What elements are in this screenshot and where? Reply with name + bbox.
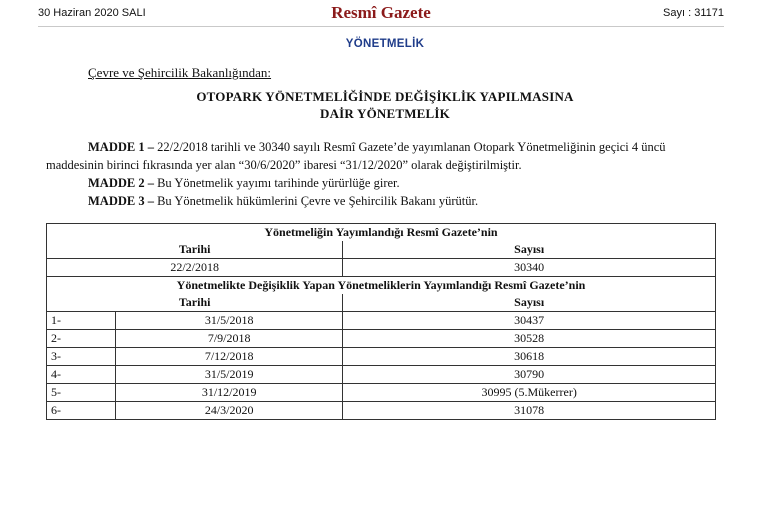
- gazette-title: Resmî Gazete: [331, 3, 431, 22]
- section2-title: Yönetmelikte Değişiklik Yapan Yönetmeliklerin Yayımlandığı Resmî Gazete’nin: [47, 277, 716, 295]
- regulation-title-line2: DAİR YÖNETMELİK: [319, 106, 450, 121]
- original-number: 30340: [343, 259, 716, 277]
- row-date: 31/5/2019: [116, 366, 343, 384]
- row-number: 31078: [343, 402, 716, 420]
- table-column-header: [47, 294, 716, 312]
- regulation-title-line1: OTOPARK YÖNETMELİĞİNDE DEĞİŞİKLİK YAPILMASINA: [196, 89, 574, 104]
- table-row: [47, 312, 716, 330]
- article-1-text: 22/2/2018 tarihli ve 30340 sayılı Resmî Gazete’de yayımlanan Otopark Yönetmeliğinin geçici 4 üncü maddesinin birinci fıkrasında yer alan “30/6/2020” ibaresi “31/12/2020” olarak değiştirilmiştir.: [46, 140, 666, 172]
- article-2-label: MADDE 2 –: [88, 176, 154, 190]
- article-1-label: MADDE 1 –: [88, 140, 154, 154]
- article-1: [46, 138, 722, 174]
- row-date: 31/12/2019: [116, 384, 343, 402]
- row-index: 3-: [47, 348, 116, 366]
- article-3: [46, 192, 722, 210]
- article-2-text: Bu Yönetmelik yayımı tarihinde yürürlüğe girer.: [153, 176, 400, 190]
- article-3-label: MADDE 3 –: [88, 194, 154, 208]
- article-2: [46, 174, 722, 192]
- row-number: 30790: [343, 366, 716, 384]
- table-row: [47, 348, 716, 366]
- row-index: 6-: [47, 402, 116, 420]
- table-column-header: [47, 241, 716, 259]
- row-index: 2-: [47, 330, 116, 348]
- row-number: 30618: [343, 348, 716, 366]
- gazette-history-table: [46, 223, 716, 420]
- table-row: [47, 259, 716, 277]
- row-number: 30995 (5.Mükerrer): [343, 384, 716, 402]
- section-heading: YÖNETMELİK: [345, 38, 425, 50]
- issue-number: Sayı : 31171: [663, 7, 724, 19]
- table-row: [47, 402, 716, 420]
- article-3-text: Bu Yönetmelik hükümlerini Çevre ve Şehircilik Bakanı yürütür.: [153, 194, 479, 208]
- col-number-header: Sayısı: [343, 241, 716, 259]
- row-date: 7/9/2018: [116, 330, 343, 348]
- col-date-header: Tarihi: [47, 241, 343, 259]
- col-number-header-2: Sayısı: [343, 294, 716, 312]
- row-index: 1-: [47, 312, 116, 330]
- row-number: 30528: [343, 330, 716, 348]
- gazette-header: [38, 0, 724, 27]
- regulation-body: [46, 138, 722, 210]
- row-number: 30437: [343, 312, 716, 330]
- original-date: 22/2/2018: [47, 259, 343, 277]
- row-index: 5-: [47, 384, 116, 402]
- issue-date: 30 Haziran 2020 SALI: [38, 7, 146, 19]
- row-date: 7/12/2018: [116, 348, 343, 366]
- ministry-name: Çevre ve Şehircilik Bakanlığından:: [88, 65, 272, 80]
- table-row: [47, 366, 716, 384]
- col-date-header-2: Tarihi: [47, 294, 343, 312]
- table-row: [47, 330, 716, 348]
- table-row: [47, 384, 716, 402]
- row-date: 24/3/2020: [116, 402, 343, 420]
- table-section-header: [47, 277, 716, 295]
- section1-title: Yönetmeliğin Yayımlandığı Resmî Gazete’nin: [47, 224, 716, 242]
- row-index: 4-: [47, 366, 116, 384]
- table-section-header: [47, 224, 716, 242]
- row-date: 31/5/2018: [116, 312, 343, 330]
- regulation-title: [0, 88, 770, 122]
